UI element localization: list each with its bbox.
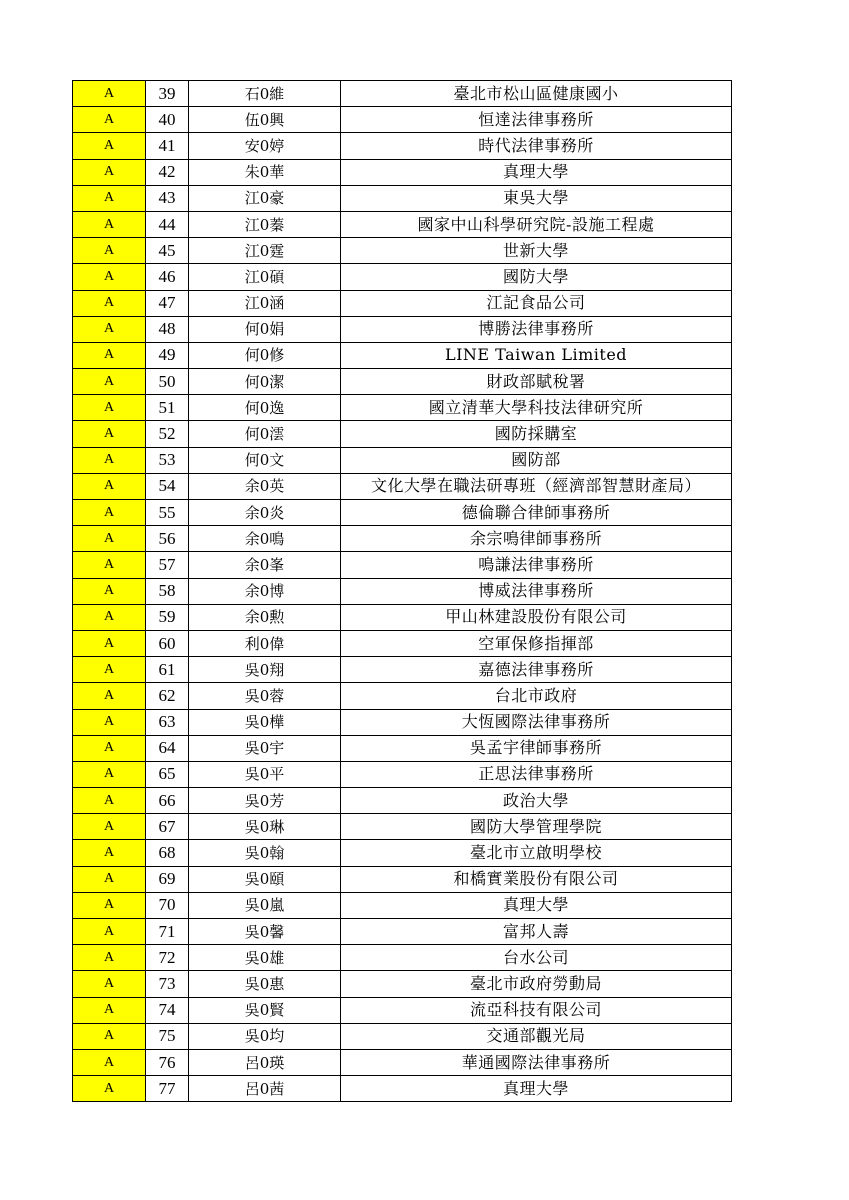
grade-cell: A	[73, 1049, 146, 1075]
organization-cell: 財政部賦稅署	[341, 369, 732, 395]
table-row	[73, 342, 732, 368]
organization-cell: 國防部	[341, 447, 732, 473]
name-cell: 江0蓁	[189, 211, 341, 237]
table-row	[73, 1049, 732, 1075]
number-cell: 76	[146, 1049, 189, 1075]
grade-cell: A	[73, 133, 146, 159]
name-cell: 何0潔	[189, 369, 341, 395]
number-cell: 67	[146, 814, 189, 840]
grade-cell: A	[73, 945, 146, 971]
grade-cell: A	[73, 185, 146, 211]
organization-cell: 和橋實業股份有限公司	[341, 866, 732, 892]
number-cell: 68	[146, 840, 189, 866]
grade-cell: A	[73, 840, 146, 866]
table-row	[73, 473, 732, 499]
organization-cell: 臺北市松山區健康國小	[341, 81, 732, 107]
name-cell: 吳0宇	[189, 735, 341, 761]
number-cell: 43	[146, 185, 189, 211]
name-cell: 吳0蓉	[189, 683, 341, 709]
organization-cell: 文化大學在職法研專班（經濟部智慧財產局）	[341, 473, 732, 499]
grade-cell: A	[73, 892, 146, 918]
roster-body	[73, 81, 732, 1102]
grade-cell: A	[73, 211, 146, 237]
table-row	[73, 657, 732, 683]
grade-cell: A	[73, 264, 146, 290]
grade-cell: A	[73, 735, 146, 761]
table-row	[73, 892, 732, 918]
number-cell: 41	[146, 133, 189, 159]
number-cell: 55	[146, 500, 189, 526]
number-cell: 71	[146, 919, 189, 945]
name-cell: 吳0惠	[189, 971, 341, 997]
name-cell: 吳0翔	[189, 657, 341, 683]
grade-cell: A	[73, 866, 146, 892]
grade-cell: A	[73, 971, 146, 997]
grade-cell: A	[73, 1076, 146, 1102]
organization-cell: 恒達法律事務所	[341, 107, 732, 133]
organization-cell: 國防採購室	[341, 421, 732, 447]
name-cell: 吳0賢	[189, 997, 341, 1023]
grade-cell: A	[73, 814, 146, 840]
organization-cell: 世新大學	[341, 238, 732, 264]
name-cell: 吳0芳	[189, 788, 341, 814]
name-cell: 何0文	[189, 447, 341, 473]
table-row	[73, 447, 732, 473]
number-cell: 69	[146, 866, 189, 892]
number-cell: 77	[146, 1076, 189, 1102]
organization-cell: 真理大學	[341, 159, 732, 185]
number-cell: 57	[146, 552, 189, 578]
table-row	[73, 683, 732, 709]
table-row	[73, 1023, 732, 1049]
number-cell: 63	[146, 709, 189, 735]
grade-cell: A	[73, 578, 146, 604]
name-cell: 余0博	[189, 578, 341, 604]
number-cell: 45	[146, 238, 189, 264]
number-cell: 49	[146, 342, 189, 368]
organization-cell: 政治大學	[341, 788, 732, 814]
name-cell: 余0鳴	[189, 526, 341, 552]
name-cell: 余0勲	[189, 604, 341, 630]
organization-cell: 富邦人壽	[341, 919, 732, 945]
name-cell: 呂0茜	[189, 1076, 341, 1102]
grade-cell: A	[73, 552, 146, 578]
organization-cell: 博威法律事務所	[341, 578, 732, 604]
number-cell: 44	[146, 211, 189, 237]
grade-cell: A	[73, 107, 146, 133]
name-cell: 呂0瑛	[189, 1049, 341, 1075]
grade-cell: A	[73, 421, 146, 447]
number-cell: 64	[146, 735, 189, 761]
name-cell: 吳0頤	[189, 866, 341, 892]
table-row	[73, 133, 732, 159]
table-row	[73, 369, 732, 395]
organization-cell: 嘉德法律事務所	[341, 657, 732, 683]
number-cell: 54	[146, 473, 189, 499]
number-cell: 46	[146, 264, 189, 290]
number-cell: 60	[146, 630, 189, 656]
grade-cell: A	[73, 997, 146, 1023]
number-cell: 59	[146, 604, 189, 630]
grade-cell: A	[73, 788, 146, 814]
number-cell: 52	[146, 421, 189, 447]
number-cell: 47	[146, 290, 189, 316]
table-row	[73, 945, 732, 971]
name-cell: 安0婷	[189, 133, 341, 159]
name-cell: 江0涵	[189, 290, 341, 316]
table-row	[73, 395, 732, 421]
grade-cell: A	[73, 630, 146, 656]
organization-cell: 國防大學	[341, 264, 732, 290]
table-row	[73, 788, 732, 814]
table-row	[73, 761, 732, 787]
number-cell: 66	[146, 788, 189, 814]
organization-cell: 真理大學	[341, 1076, 732, 1102]
name-cell: 余0炎	[189, 500, 341, 526]
table-row	[73, 107, 732, 133]
organization-cell: 吳孟宇律師事務所	[341, 735, 732, 761]
organization-cell: 博勝法律事務所	[341, 316, 732, 342]
grade-cell: A	[73, 500, 146, 526]
name-cell: 朱0華	[189, 159, 341, 185]
table-row	[73, 211, 732, 237]
organization-cell: 正思法律事務所	[341, 761, 732, 787]
grade-cell: A	[73, 604, 146, 630]
table-row	[73, 604, 732, 630]
organization-cell: 臺北市立啟明學校	[341, 840, 732, 866]
table-row	[73, 919, 732, 945]
organization-cell: 余宗鳴律師事務所	[341, 526, 732, 552]
grade-cell: A	[73, 369, 146, 395]
grade-cell: A	[73, 526, 146, 552]
organization-cell: 國防大學管理學院	[341, 814, 732, 840]
name-cell: 吳0樺	[189, 709, 341, 735]
organization-cell: 流亞科技有限公司	[341, 997, 732, 1023]
grade-cell: A	[73, 316, 146, 342]
organization-cell: 甲山林建設股份有限公司	[341, 604, 732, 630]
grade-cell: A	[73, 761, 146, 787]
organization-cell: 鳴謙法律事務所	[341, 552, 732, 578]
table-row	[73, 1076, 732, 1102]
name-cell: 何0娟	[189, 316, 341, 342]
table-row	[73, 526, 732, 552]
grade-cell: A	[73, 395, 146, 421]
table-row	[73, 316, 732, 342]
organization-cell: 空軍保修指揮部	[341, 630, 732, 656]
name-cell: 吳0嵐	[189, 892, 341, 918]
number-cell: 74	[146, 997, 189, 1023]
number-cell: 58	[146, 578, 189, 604]
number-cell: 65	[146, 761, 189, 787]
table-row	[73, 238, 732, 264]
name-cell: 余0英	[189, 473, 341, 499]
table-row	[73, 866, 732, 892]
grade-cell: A	[73, 919, 146, 945]
name-cell: 吳0琳	[189, 814, 341, 840]
table-row	[73, 185, 732, 211]
name-cell: 吳0翰	[189, 840, 341, 866]
grade-cell: A	[73, 81, 146, 107]
table-row	[73, 840, 732, 866]
grade-cell: A	[73, 473, 146, 499]
name-cell: 吳0均	[189, 1023, 341, 1049]
table-row	[73, 159, 732, 185]
name-cell: 吳0雄	[189, 945, 341, 971]
name-cell: 石0維	[189, 81, 341, 107]
number-cell: 56	[146, 526, 189, 552]
organization-cell: 德倫聯合律師事務所	[341, 500, 732, 526]
number-cell: 72	[146, 945, 189, 971]
name-cell: 吳0平	[189, 761, 341, 787]
name-cell: 吳0馨	[189, 919, 341, 945]
organization-cell: 華通國際法律事務所	[341, 1049, 732, 1075]
table-row	[73, 81, 732, 107]
number-cell: 62	[146, 683, 189, 709]
number-cell: 53	[146, 447, 189, 473]
table-row	[73, 630, 732, 656]
organization-cell: 江記食品公司	[341, 290, 732, 316]
grade-cell: A	[73, 159, 146, 185]
roster-table	[72, 80, 732, 1102]
number-cell: 42	[146, 159, 189, 185]
organization-cell: 國立清華大學科技法律研究所	[341, 395, 732, 421]
number-cell: 40	[146, 107, 189, 133]
organization-cell: 真理大學	[341, 892, 732, 918]
table-row	[73, 264, 732, 290]
organization-cell: LINE Taiwan Limited	[341, 342, 732, 368]
name-cell: 利0偉	[189, 630, 341, 656]
grade-cell: A	[73, 657, 146, 683]
name-cell: 余0峯	[189, 552, 341, 578]
organization-cell: 臺北市政府勞動局	[341, 971, 732, 997]
organization-cell: 台水公司	[341, 945, 732, 971]
grade-cell: A	[73, 1023, 146, 1049]
table-row	[73, 814, 732, 840]
table-row	[73, 735, 732, 761]
table-row	[73, 290, 732, 316]
number-cell: 50	[146, 369, 189, 395]
name-cell: 何0逸	[189, 395, 341, 421]
table-row	[73, 971, 732, 997]
name-cell: 伍0興	[189, 107, 341, 133]
number-cell: 70	[146, 892, 189, 918]
table-row	[73, 997, 732, 1023]
grade-cell: A	[73, 447, 146, 473]
number-cell: 73	[146, 971, 189, 997]
number-cell: 75	[146, 1023, 189, 1049]
name-cell: 江0霆	[189, 238, 341, 264]
organization-cell: 台北市政府	[341, 683, 732, 709]
name-cell: 江0碩	[189, 264, 341, 290]
table-row	[73, 552, 732, 578]
grade-cell: A	[73, 709, 146, 735]
grade-cell: A	[73, 290, 146, 316]
number-cell: 48	[146, 316, 189, 342]
grade-cell: A	[73, 683, 146, 709]
grade-cell: A	[73, 342, 146, 368]
number-cell: 61	[146, 657, 189, 683]
organization-cell: 時代法律事務所	[341, 133, 732, 159]
organization-cell: 交通部觀光局	[341, 1023, 732, 1049]
name-cell: 何0澐	[189, 421, 341, 447]
organization-cell: 國家中山科學研究院-設施工程處	[341, 211, 732, 237]
table-row	[73, 578, 732, 604]
name-cell: 江0豪	[189, 185, 341, 211]
organization-cell: 東吳大學	[341, 185, 732, 211]
number-cell: 39	[146, 81, 189, 107]
table-row	[73, 709, 732, 735]
grade-cell: A	[73, 238, 146, 264]
table-row	[73, 421, 732, 447]
organization-cell: 大恆國際法律事務所	[341, 709, 732, 735]
table-row	[73, 500, 732, 526]
name-cell: 何0修	[189, 342, 341, 368]
number-cell: 51	[146, 395, 189, 421]
